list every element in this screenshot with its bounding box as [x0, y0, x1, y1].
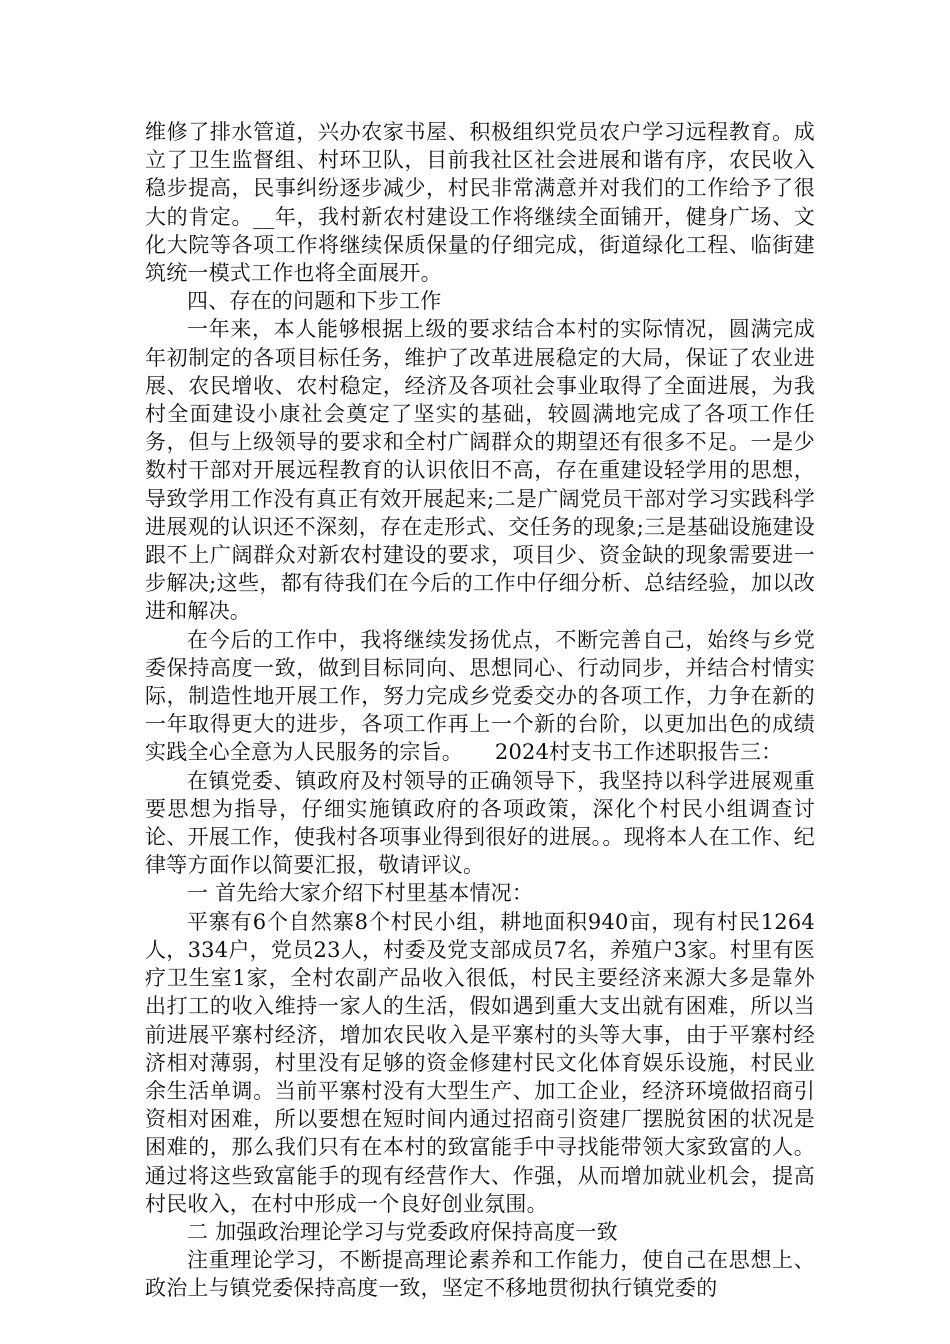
- document-body: [145, 118, 815, 1303]
- paragraph-report-intro: 在镇党委、镇政府及村领导的正确领导下，我坚持以科学进展观重要思想为指导，仔细实施镇政府的各项政策，深化个村民小组调查讨论、开展工作，使我村各项事业得到很好的进展。。现将本人在工作、纪律等方面作以简要汇报，敬请评议。: [145, 768, 815, 878]
- section-heading-basic-info: 一 首先给大家介绍下村里基本情况：: [187, 881, 534, 906]
- section-heading-problems: 四、存在的问题和下步工作: [187, 289, 442, 314]
- section-heading-political-study: 二 加强政治理论学习与党委政府保持高度一致: [187, 1219, 618, 1244]
- paragraph-theory-study: 注重理论学习，不断提高理论素养和工作能力，使自己在思想上、政治上与镇党委保持高度一致，坚定不移地贯彻执行镇党委的: [145, 1248, 815, 1301]
- paragraph-village-info: 平寨有6个自然寨8个村民小组，耕地面积940亩，现有村民1264人，334户，党员23人，村委及党支部成员7名，养殖户3家。村里有医疗卫生室1家，全村农副产品收入很低，村民主要经济来源大多是靠外出打工的收入维持一家人的生活，假如遇到重大支出就有困难，所以当前进展平寨村经济，增加农民收入是平寨村的头等大事，由于平寨村经济相对薄弱，村里没有足够的资金修建村民文化体育娱乐设施，村民业余生活单调。当前平寨村没有大型生产、加工企业，经济环境做招商引资相对困难，所以要想在短时间内通过招商引资建厂摆脱贫困的状况是困难的，那么我们只有在本村的致富能手中寻找能带领大家致富的人。通过将这些致富能手的现有经营作大、作强，从而增加就业机会，提高村民收入，在村中形成一个良好创业氛围。: [145, 909, 815, 1216]
- paragraph-future-work: 在今后的工作中，我将继续发扬优点，不断完善自己，始终与乡党委保持高度一致，做到目标同向、思想同心、行动同步，并结合村情实际，制造性地开展工作，努力完成乡党委交办的各项工作，力争在新的一年取得更大的进步，各项工作再上一个新的台阶，以更加出色的成绩实践全心全意为人民服务的宗旨。 2024村支书工作述职报告三：: [145, 627, 815, 765]
- paragraph-summary: 一年来，本人能够根据上级的要求结合本村的实际情况，圆满完成年初制定的各项目标任务，维护了改革进展稳定的大局，保证了农业进展、农民增收、农村稳定，经济及各项社会事业取得了全面进展，为我村全面建设小康社会奠定了坚实的基础，较圆满地完成了各项工作任务，但与上级领导的要求和全村广阔群众的期望还有很多不足。一是少数村干部对开展远程教育的认识依旧不高，存在重建设轻学用的思想，导致学用工作没有真正有效开展起来;二是广阔党员干部对学习实践科学进展观的认识还不深刻，存在走形式、交任务的现象;三是基础设施建设跟不上广阔群众对新农村建设的要求，项目少、资金缺的现象需要进一步解决;这些，都有待我们在今后的工作中仔细分析、总结经验，加以改进和解决。: [145, 317, 815, 624]
- paragraph-continued: 维修了排水管道，兴办农家书屋、积极组织党员农户学习远程教育。成立了卫生监督组、村环卫队，目前我社区社会进展和谐有序，农民收入稳步提高，民事纠纷逐步减少，村民非常满意并对我们的工作给予了很大的肯定。__年，我村新农村建设工作将继续全面铺开，健身广场、文化大院等各项工作将继续保质保量的仔细完成，街道绿化工程、临街建筑统一模式工作也将全面展开。: [145, 120, 815, 286]
